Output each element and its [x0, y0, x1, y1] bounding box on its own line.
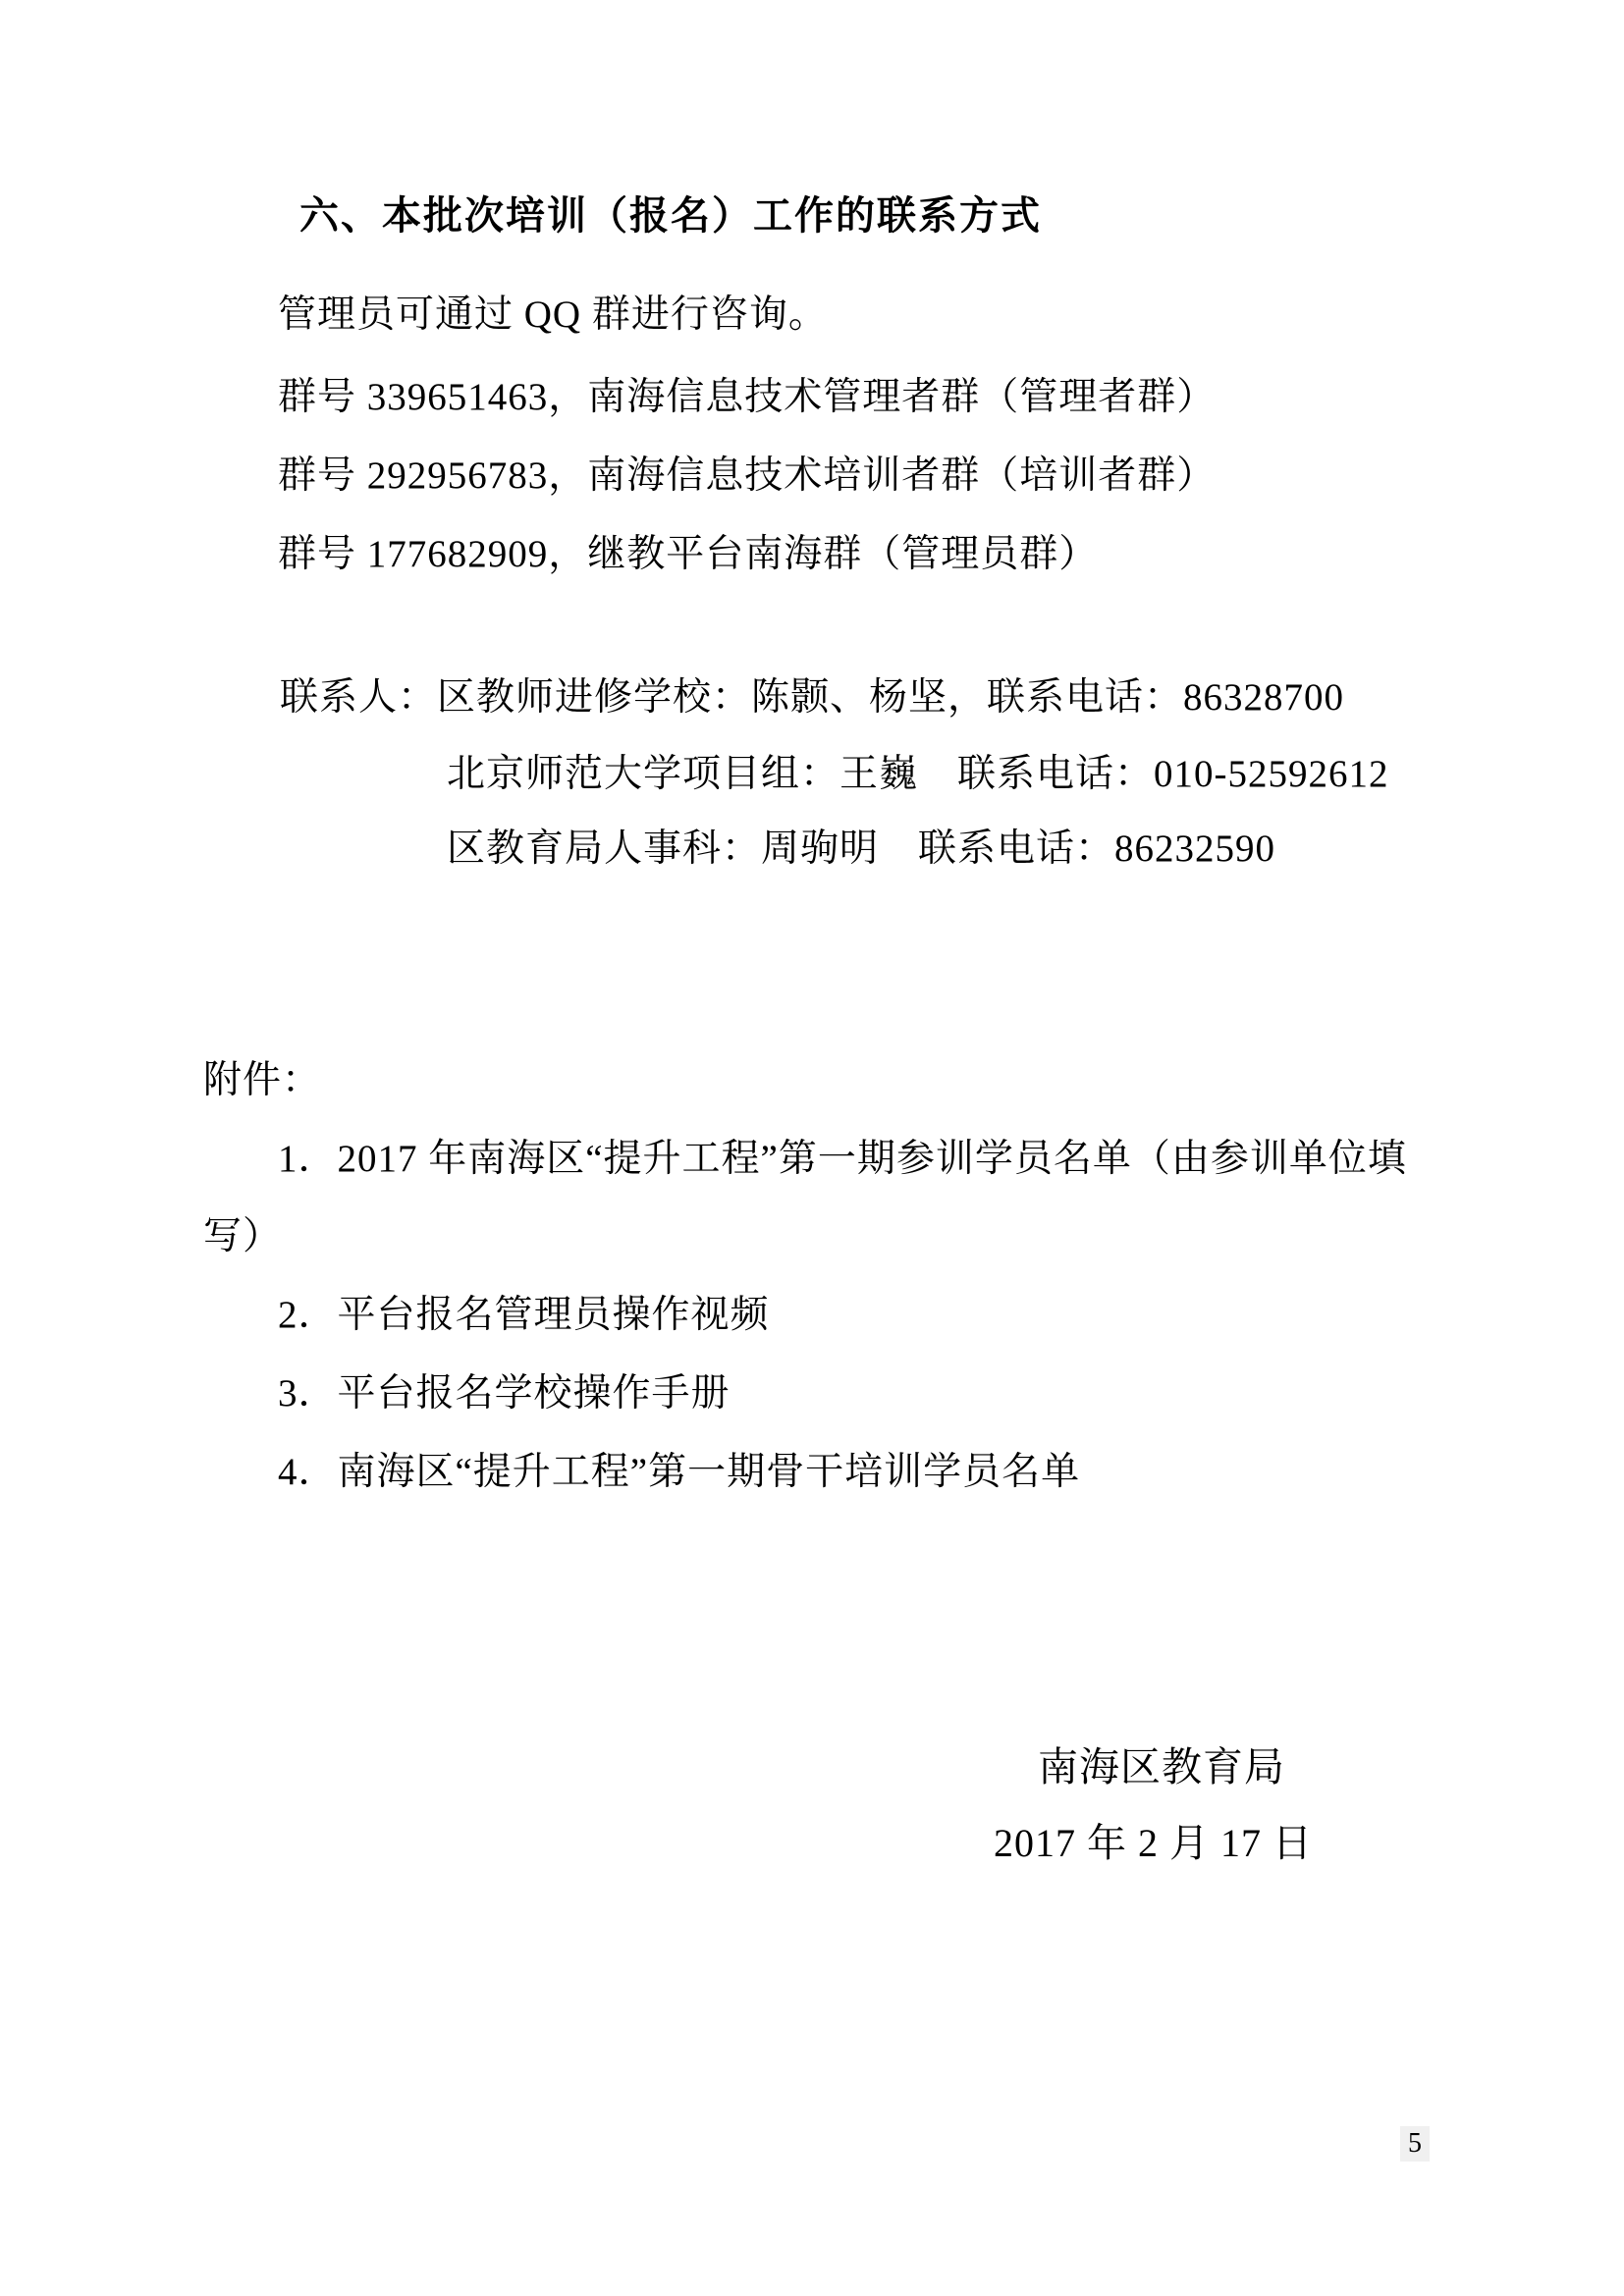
- qq-group-line: 群号 339651463，南海信息技术管理者群（管理者群）: [278, 376, 1217, 418]
- qq-group-line: 群号 177682909，继教平台南海群（管理员群）: [278, 533, 1099, 575]
- attachments-label: 附件：: [203, 1059, 322, 1101]
- attachment-line-continuation: 写）: [203, 1215, 283, 1257]
- intro-paragraph: 管理员可通过 QQ 群进行咨询。: [278, 294, 828, 336]
- attachment-line: 3．平台报名学校操作手册: [278, 1372, 731, 1415]
- attachment-line: 1．2017 年南海区“提升工程”第一期参训学员名单（由参训单位填: [278, 1138, 1407, 1180]
- qq-group-line: 群号 292956783，南海信息技术培训者群（培训者群）: [278, 454, 1217, 497]
- contact-line: 联系人：区教师进修学校：陈颢、杨坚，联系电话：86328700: [280, 676, 1345, 719]
- attachment-line: 4．南海区“提升工程”第一期骨干培训学员名单: [278, 1451, 1081, 1493]
- signature-date: 2017 年 2 月 17 日: [994, 1821, 1313, 1865]
- contact-line: 区教育局人事科：周驹明 联系电话：86232590: [447, 828, 1276, 870]
- page-number: 5: [1400, 2126, 1430, 2162]
- signature-organization: 南海区教育局: [1038, 1744, 1285, 1789]
- section-heading: 六、本批次培训（报名）工作的联系方式: [299, 193, 1042, 238]
- attachment-line: 2．平台报名管理员操作视频: [278, 1294, 770, 1336]
- contact-line: 北京师范大学项目组：王巍 联系电话：010-52592612: [447, 753, 1389, 795]
